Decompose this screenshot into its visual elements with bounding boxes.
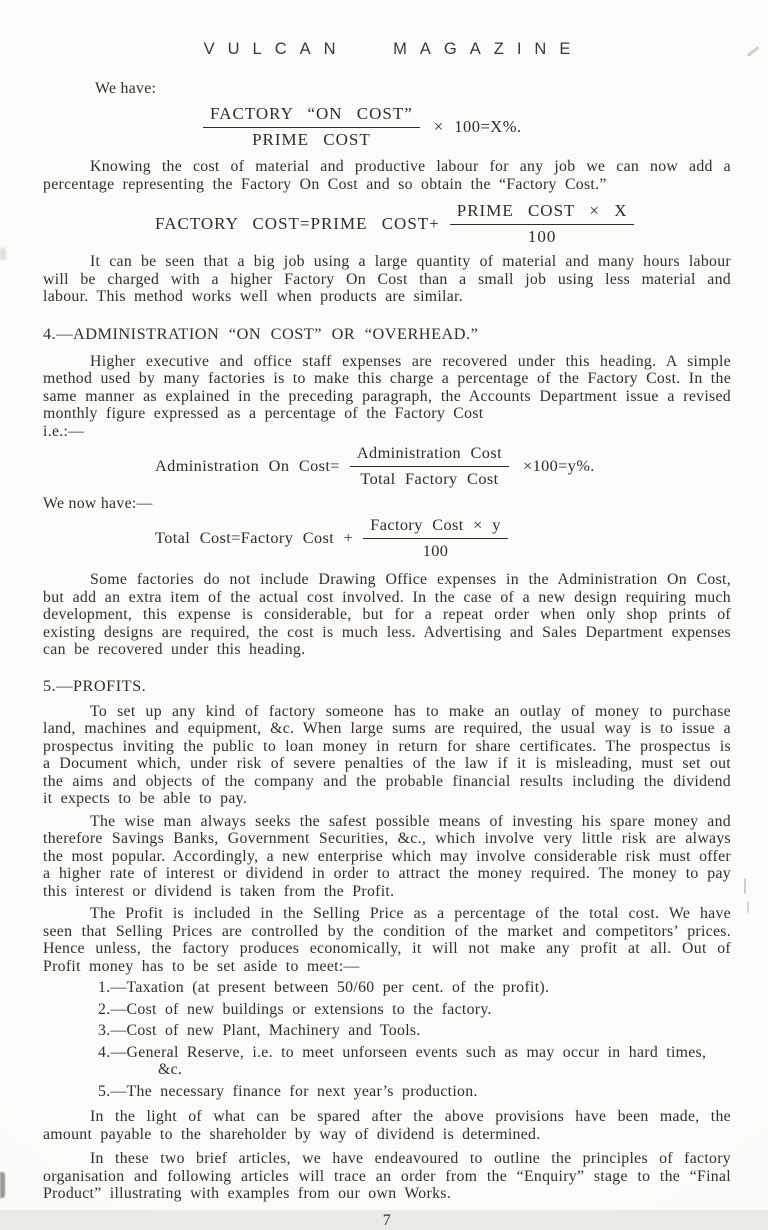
formula-lhs: FACTORY COST=PRIME COST+	[155, 214, 440, 233]
paragraph-two-articles: In these two brief articles, we have endeavoured to outline the principles of factory organisation and following articles will trace an order from the “Enquiry” stage to the “Final Product” illustrating with examples from our own Works.	[43, 1150, 731, 1202]
paragraph-wise-man: The wise man always seeks the safest possible means of investing his spare money and therefore Savings Banks, Government Securities, &c., which involve very little risk are always the most popular. Accordingly, a new enterprise which may involve considerable risk must offer a higher rate of interest or dividend in order to attract the money required. The money to pay this interest or dividend is taken from the Profit.	[43, 812, 731, 900]
paragraph-higher-executive: Higher executive and office staff expenses are recovered under this heading. A simple method used by many factories is to make this charge a percentage of the Factory Cost. In the same manner as explained in the preceding paragraph, the Accounts Department issue a revised monthly figure expressed as a percentage of the Factory Cost	[43, 352, 731, 422]
fraction-numerator: Factory Cost × y	[363, 515, 508, 539]
lead-we-have: We have:	[95, 80, 157, 97]
formula-result: ×100=y%.	[523, 456, 595, 475]
formula-lhs: Total Cost=Factory Cost +	[155, 528, 354, 547]
fraction-numerator: PRIME COST × X	[450, 201, 635, 225]
fraction-denominator: 100	[527, 227, 557, 246]
paragraph-higher-tail: i.e.:—	[43, 422, 85, 440]
fraction	[203, 104, 420, 150]
fraction	[450, 201, 635, 247]
list-item: 3.—Cost of new Plant, Machinery and Tools.	[98, 1022, 421, 1039]
paragraph-big-job: It can be seen that a big job using a large quantity of material and many hours labour will be charged with a higher Factory On Cost than a small job using less material and labour. This method works well when products are similar.	[43, 253, 731, 305]
formula-total-cost	[155, 515, 731, 561]
scan-artifact-top-right	[747, 46, 760, 57]
profit-allocation-list	[43, 979, 731, 1100]
fraction-denominator: 100	[422, 541, 449, 560]
page-number: 7	[382, 1211, 392, 1229]
formula-factory-cost	[155, 201, 731, 247]
formula-lhs: Administration On Cost=	[155, 456, 340, 475]
paragraph-profit-included: The Profit is included in the Selling Price as a percentage of the total cost. We have seen that Selling Prices are controlled by the condition of the market and competitors’ prices. Hence unless, the factory produces economically, it will not make any profit at all. Out of Profit money has to be set aside to meet:—	[43, 905, 731, 975]
scan-artifact-bottom-left	[0, 1172, 5, 1198]
fraction-numerator: FACTORY “ON COST”	[203, 104, 420, 128]
paragraph-some-factories: Some factories do not include Drawing Office expenses in the Administration On Cost, but add an extra item of the actual cost involved. In the case of a new design requiring much development, this expense is considerable, but for a repeat order when only shop prints of existing designs are required, the cost is much less. Advertising and Sales Department expenses can be recovered under this heading.	[43, 571, 731, 658]
list-item: 5.—The necessary finance for next year’s production.	[98, 1082, 478, 1100]
paragraph-set-up: To set up any kind of factory someone has to make an outlay of money to purchase land, machines and equipment, &c. When large sums are required, the usual way is to issue a prospectus inviting the public to loan money in return for share certificates. The prospectus is a Document which, under risk of severe penalties of the law if it is misleading, must set out the aims and objects of the company and the probable financial results including the dividend it expects to be able to pay.	[43, 702, 731, 807]
lead-we-now-have: We now have:—	[43, 495, 153, 512]
fraction	[350, 443, 509, 489]
paragraph-knowing: Knowing the cost of material and productive labour for any job we can now add a percentage representing the Factory On Cost and so obtain the “Factory Cost.”	[43, 158, 731, 193]
formula-result: × 100=X%.	[433, 117, 522, 136]
scan-artifact-right-1	[744, 878, 746, 894]
formula-factory-on-cost	[203, 104, 731, 150]
scan-artifact-right-2	[747, 901, 749, 913]
fraction-numerator: Administration Cost	[350, 443, 509, 467]
list-item: 2.—Cost of new buildings or extensions to the factory.	[98, 1000, 492, 1018]
section-heading-profits: 5.—PROFITS.	[43, 675, 147, 695]
fraction-denominator: PRIME COST	[252, 130, 371, 149]
list-item: 4.—General Reserve, i.e. to meet unforseen events such as may occur in hard times, &c.	[98, 1043, 707, 1078]
page-content	[43, 40, 731, 1230]
list-item: 1.—Taxation (at present between 50/60 per cent. of the profit).	[98, 979, 550, 996]
formula-administration-on-cost	[155, 443, 731, 489]
fraction	[363, 515, 508, 561]
fraction-denominator: Total Factory Cost	[360, 469, 499, 488]
scan-artifact-left	[0, 248, 6, 260]
paragraph-in-the-light: In the light of what can be spared after the above provisions have been made, the amount payable to the shareholder by way of dividend is determined.	[43, 1108, 731, 1143]
running-head: VULCAN MAGAZINE	[203, 40, 584, 58]
section-heading-administration: 4.—ADMINISTRATION “ON COST” OR “OVERHEAD.”	[43, 323, 479, 343]
